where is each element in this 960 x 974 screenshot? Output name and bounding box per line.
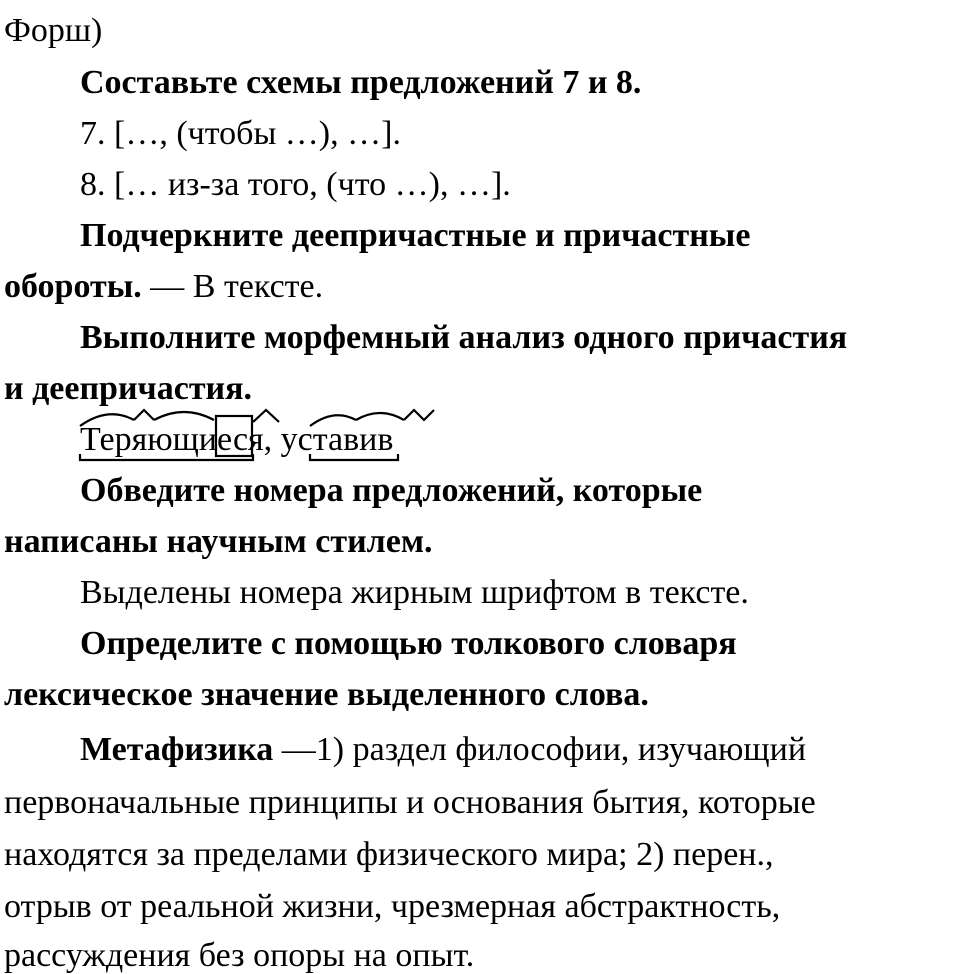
task-heading-underline: Подчеркните деепричастные и причастные xyxy=(80,217,751,254)
answer-text: — В тексте. xyxy=(141,268,324,305)
definition-line-4: отрыв от реальной жизни, чрезмерная абстрактность, xyxy=(4,888,781,925)
morpheme-ending-1: ие xyxy=(198,421,233,458)
definition-text: —1) раздел философии, изучающий xyxy=(273,731,807,768)
suffix-mark-2 xyxy=(404,410,434,420)
morpheme-word-1 xyxy=(80,423,264,457)
root-mark-1 xyxy=(134,410,154,420)
task-heading-schemes: Составьте схемы предложений 7 и 8. xyxy=(80,64,642,101)
task-heading-morpheme: Выполните морфемный анализ одного причастия xyxy=(80,319,848,356)
morpheme-word-2: уставив xyxy=(280,421,394,458)
definition-term: Метафизика xyxy=(80,731,274,768)
task-heading-morpheme-cont: и деепричастия. xyxy=(4,370,253,407)
arc-2 xyxy=(154,412,214,420)
task-heading-dictionary-cont: лексическое значение выделенного слова. xyxy=(4,676,649,713)
task-heading-underline-cont: обороты. xyxy=(4,268,142,305)
task-heading-style: Обведите номера предложений, которые xyxy=(80,472,703,509)
scheme-7: 7. […, (чтобы …), …]. xyxy=(80,115,401,152)
line-fragment: Форш) xyxy=(4,12,103,49)
definition-line-5: рассуждения без опоры на опыт. xyxy=(4,937,475,974)
definition-first-line xyxy=(80,733,806,767)
answer-underline xyxy=(4,270,323,304)
arc-4 xyxy=(356,413,404,420)
answer-style: Выделены номера жирным шрифтом в тексте. xyxy=(80,574,749,611)
task-heading-style-cont: написаны научным стилем. xyxy=(4,523,433,560)
morpheme-analysis xyxy=(80,423,393,457)
definition-line-3: находятся за пределами физического мира; 2) перен., xyxy=(4,836,774,873)
morpheme-root-1: Теряющ xyxy=(80,421,199,458)
morpheme-separator: , xyxy=(263,421,281,458)
morpheme-postfix-1: ся xyxy=(232,421,264,458)
scheme-8: 8. [… из-за того, (что …), …]. xyxy=(80,166,511,203)
definition-line-2: первоначальные принципы и основания бытия, которые xyxy=(4,784,816,821)
task-heading-dictionary: Определите с помощью толкового словаря xyxy=(80,625,737,662)
